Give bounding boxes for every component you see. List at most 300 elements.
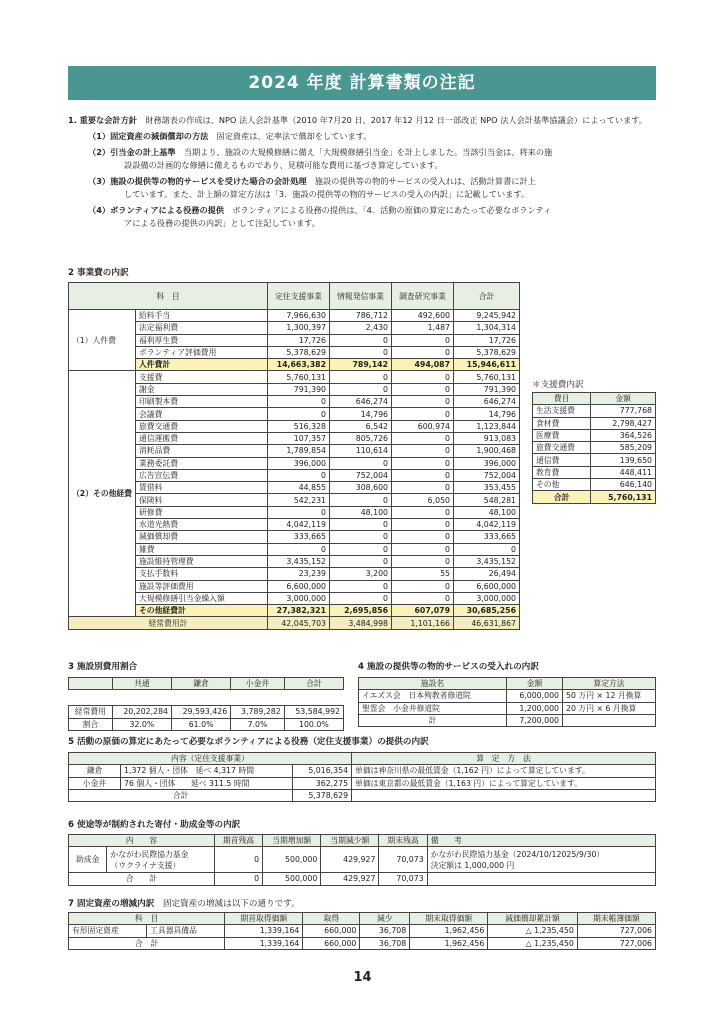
row-label: 支援費 [136,371,268,383]
row-value: 3,000,000 [268,592,330,604]
row-value: 6,542 [330,420,392,432]
row-value: 0 [330,334,392,346]
t7-title: 7 固定資産の増減内訳 [68,899,155,909]
row-value: 1,300,397 [268,322,330,334]
t5-h0: 内容（定住支援事業） [69,753,352,765]
table-row [533,442,656,454]
row-value: 29,593,426 [172,706,231,718]
t7-h5: 期末取得価額 [410,913,488,925]
row-value: 396,000 [268,457,330,469]
table-row [69,346,520,358]
row-value: 2,430 [330,322,392,334]
row-value: 6,000,000 [507,690,563,702]
table-row [533,454,656,466]
row-value: 2,798,427 [591,417,656,429]
support-total-value: 5,760,131 [591,491,656,503]
policy-1-text: 固定資産は、定率法で償却をしています。 [216,131,372,141]
row-value: 3,000,000 [454,592,520,604]
t6-h1: 期首残高 [214,835,262,847]
row-value: 308,600 [330,482,392,494]
section-7-heading [68,897,300,909]
row-value: 494,087 [392,359,454,371]
row-value: 48,100 [330,506,392,518]
policy-2-text: 当期より、施設の大規模修繕に備え「大規模修繕引当金」を計上しました。当該引当金は、将来の施 [183,147,553,157]
row-value: 0 [392,445,454,457]
table-row [69,322,520,334]
table-row [69,765,656,777]
policy-4-cont: アによる役務の提供の内訳」として注記しています。 [124,218,320,228]
table-row [69,592,520,604]
header-settlement: 定住支援事業 [268,283,330,310]
row-value: 0 [330,555,392,567]
row-value: 492,600 [392,310,454,322]
t7-h6: 減価償却累計額 [488,913,577,925]
t7-h3: 取得 [303,913,360,925]
row-value: 0 [268,408,330,420]
t7-r6: △ 1,235,450 [488,925,577,937]
table-row [69,482,520,494]
support-total-label: 合計 [533,491,591,503]
t6-total-label: 合 計 [69,873,215,885]
row-value: 752,004 [454,469,520,481]
row-value: 107,357 [268,432,330,444]
t7-t2: 660,000 [303,937,360,949]
row-value: 448,411 [591,466,656,478]
row-label: 施設維持管理費 [136,555,268,567]
policy-3-cont: しています。また、計上額の算定方法は「3．施設の提供等の物的サービスの受入の内訳」に記載しています。 [124,189,530,199]
row-value: 0 [330,457,392,469]
t3-h0 [69,678,113,690]
t4-h0: 施設名 [359,678,507,690]
t4-total-label: 計 [359,714,507,726]
row-value: 27,382,321 [268,605,330,617]
accounting-policies [68,114,668,230]
row-value: 548,281 [454,494,520,506]
t6-v2: 429,927 [321,847,379,873]
row-label: 法定福利費 [136,322,268,334]
table-row [69,543,520,555]
row-value: 0 [392,469,454,481]
row-value: 5,760,131 [454,371,520,383]
table-row [69,494,520,506]
t7-r3: 660,000 [303,925,360,937]
row-value: 42,045,703 [268,617,330,629]
row-value: 9,245,942 [454,310,520,322]
policy-1-lead: （1）固定資産の減価償却の方法 [88,131,209,141]
row-value: 32.0% [112,718,171,730]
row-value: 14,796 [454,408,520,420]
t6-desc1: かながわ民際協力基金 [110,849,189,859]
row-value: 600,974 [392,420,454,432]
row-label: 割合 [69,718,113,730]
t6-v0: 0 [214,847,262,873]
row-label: その他 [533,479,591,491]
t6-h2: 当期増加額 [263,835,321,847]
policy-2-cont: 設設備の計画的な修繕に備えるものであり、見積可能な費用に基づき算定しています。 [124,160,443,170]
policy-2-lead: （2）引当金の計上基準 [88,147,176,157]
row-label: 生活支援費 [533,405,591,417]
t7-r1: 工具器具備品 [147,925,225,937]
fixed-asset-table [68,912,656,950]
row-value: 1,900,468 [454,445,520,457]
row-value: 6,600,000 [454,580,520,592]
policy-3-text: 施設の提供等の物的サービスの受入れは、活動計算書に計上 [314,176,536,186]
table-row [69,310,520,322]
section-2-heading: 2 事業費の内訳 [68,268,129,278]
section-3-heading: 3 施設別費用割合 [68,662,138,672]
row-value: 789,142 [330,359,392,371]
row-value: 646,274 [330,396,392,408]
row-label: 医療費 [533,429,591,441]
header-total: 合計 [454,283,520,310]
table-row [69,371,520,383]
row-value: 5,378,629 [454,346,520,358]
row-value: 3,435,152 [268,555,330,567]
row-value: 0 [392,592,454,604]
row-value: 1,123,844 [454,420,520,432]
table-row [69,718,344,730]
table-row [359,702,656,714]
section-5-heading: 5 活動の原価の算定にあたって必要なボランティアによる役務（定住支援事業）の提供の内訳 [68,737,429,747]
row-value: 0 [392,543,454,555]
policy-4-text: ボランティアによる役務の提供は、「4．活動の原価の算定にあたって必要なボランティ [232,205,552,215]
t7-r7: 727,006 [577,925,655,937]
row-value: 6,600,000 [268,580,330,592]
section-4-heading: 4 施設の提供等の物的サービスの受入れの内訳 [358,662,539,672]
row-method: 20 万円 × 6 月換算 [563,702,656,714]
t6-v3: 70,073 [379,847,427,873]
policy-4-lead: （4）ボランティアによる役務の提供 [88,205,225,215]
table-row [69,706,344,718]
table-row [69,506,520,518]
page-number: 14 [353,970,372,985]
row-label: 雑費 [136,543,268,555]
row-value: 542,231 [268,494,330,506]
t5-total-label: 合計 [69,789,293,801]
t7-t6: 727,006 [577,937,655,949]
table-row [69,432,520,444]
row-label: 支払手数料 [136,568,268,580]
row-value: 1,487 [392,322,454,334]
row-value: 17,726 [268,334,330,346]
row-value: 791,390 [454,383,520,395]
t7-h7: 期末帳簿価額 [577,913,655,925]
group-other: （2）その他経費 [69,371,136,617]
t7-total-label: 合 計 [69,937,225,949]
row-value: 14,663,382 [268,359,330,371]
row-label: 旅費交通費 [533,442,591,454]
t7-r5: 1,962,456 [410,925,488,937]
row-value: 0 [392,482,454,494]
other-total-row [69,605,520,617]
row-value: 0 [392,432,454,444]
table-row [69,420,520,432]
row-value: 0 [268,469,330,481]
table-row [69,568,520,580]
row-value: 0 [268,506,330,518]
row-content: 76 個人・団体 延べ 311.5 時間 [121,777,293,789]
facility-ratio-table [68,677,344,731]
support-table [532,392,656,504]
row-method: 単価は東京都の最低賃金（1,163 円）によって算定しています。 [352,777,656,789]
row-label: 食材費 [533,417,591,429]
personnel-total-row [69,359,520,371]
table-row [69,383,520,395]
row-value: 15,946,611 [454,359,520,371]
t6-total-1: 500,000 [263,873,321,885]
row-value: 0 [392,519,454,531]
row-label: 印刷製本費 [136,396,268,408]
row-label: 大規模修繕引当金繰入額 [136,592,268,604]
t6-note2: 決定額は 1,000,000 円 [430,860,515,870]
row-facility: 小金井 [69,777,121,789]
row-value: 0 [330,346,392,358]
row-content: 1,372 個人・団体 延べ 4,317 時間 [121,765,293,777]
row-method: 50 万円 × 12 月換算 [563,690,656,702]
row-value: 100.0% [284,718,343,730]
row-label: 研修費 [136,506,268,518]
row-label: 業務委託費 [136,457,268,469]
t7-t5: △ 1,235,450 [488,937,577,949]
row-value: 0 [392,506,454,518]
t6-total-2: 429,927 [321,873,379,885]
table-row [69,469,520,481]
row-value: 46,631,867 [454,617,520,629]
row-label: 保険料 [136,494,268,506]
row-value: 0 [392,408,454,420]
row-value: 362,275 [293,777,352,789]
row-value: 0 [330,371,392,383]
row-value: 786,712 [330,310,392,322]
table-row [69,396,520,408]
row-value: 607,079 [392,605,454,617]
row-value: 333,665 [268,531,330,543]
row-label: 経常費用 [69,706,113,718]
table-row [69,408,520,420]
row-value: 17,726 [454,334,520,346]
row-value: 516,328 [268,420,330,432]
row-value: 0 [392,396,454,408]
row-value: 0 [392,346,454,358]
t6-h5: 備 考 [427,835,655,847]
row-value: 0 [392,457,454,469]
row-label: 給料手当 [136,310,268,322]
row-value: 110,614 [330,445,392,457]
row-value: 3,200 [330,568,392,580]
t7-h2: 期首取得価額 [225,913,303,925]
row-value: 6,050 [392,494,454,506]
t7-text: 固定資産の増減は以下の通りです。 [162,899,300,909]
row-value: 139,650 [591,454,656,466]
row-value: 585,209 [591,442,656,454]
row-value: 0 [330,519,392,531]
header-research: 調査研究事業 [392,283,454,310]
row-value: 5,378,629 [268,346,330,358]
page-title: 2024 年度 計算書類の注記 [68,66,656,100]
row-label: 旅費交通費 [136,420,268,432]
row-value: 20,202,284 [112,706,171,718]
row-value: 30,685,256 [454,605,520,617]
t6-h0: 内 容 [69,835,215,847]
row-value: 0 [330,383,392,395]
row-value: 7,966,630 [268,310,330,322]
t5-total-value: 5,378,629 [293,789,352,801]
row-value: 364,526 [591,429,656,441]
table-row [359,690,656,702]
row-value: 5,760,131 [268,371,330,383]
row-label: 聖霊会 小金井修道院 [359,702,507,714]
header-subject: 科 目 [69,283,268,310]
row-value: 0 [330,543,392,555]
t6-v1: 500,000 [263,847,321,873]
table-row [69,457,520,469]
t7-h4: 減少 [360,913,410,925]
row-facility: 鎌倉 [69,765,121,777]
t7-t4: 1,962,456 [410,937,488,949]
t7-t1: 1,339,164 [225,937,303,949]
t6-h3: 当期減少額 [321,835,379,847]
row-value: 0 [330,592,392,604]
t6-desc2: （ウクライナ支援） [110,860,181,870]
row-value: 1,101,166 [392,617,454,629]
row-value: 2,695,856 [330,605,392,617]
policy-3-lead: （3）施設の提供等の物的サービスを受けた場合の会計処理 [88,176,307,186]
row-value: 7.0% [231,718,285,730]
row-value: 791,390 [268,383,330,395]
row-label: 施設等評価費用 [136,580,268,592]
row-label: 教育費 [533,466,591,478]
row-value: 0 [330,531,392,543]
t3-h2: 鎌倉 [172,678,231,690]
table-row [69,555,520,567]
row-label: 人件費計 [136,359,268,371]
table-row [69,777,656,789]
t3-h3: 小金井 [231,678,285,690]
table-row [69,531,520,543]
grand-total-row [69,617,520,629]
table-row [69,580,520,592]
row-value: 0 [392,531,454,543]
row-value: 1,200,000 [507,702,563,714]
row-value: 44,855 [268,482,330,494]
row-value: 0 [392,580,454,592]
volunteer-table [68,752,656,802]
support-header-amount: 金額 [591,393,656,405]
row-value: 48,100 [454,506,520,518]
group-personnel: （1）人件費 [69,310,136,371]
t7-r2: 1,339,164 [225,925,303,937]
row-method: 単価は神奈川県の最低賃金（1,162 円）によって算定しています。 [352,765,656,777]
row-label: その他経費計 [136,605,268,617]
row-value: 23,239 [268,568,330,580]
row-label: イエズス会 日本殉教者修道院 [359,690,507,702]
table-row [533,417,656,429]
table-row [69,519,520,531]
row-label: 謝金 [136,383,268,395]
row-value: 5,016,354 [293,765,352,777]
row-value: 0 [268,543,330,555]
t5-h1: 算 定 方 法 [352,753,656,765]
row-value: 805,726 [330,432,392,444]
support-header-item: 費目 [533,393,591,405]
table-row [69,445,520,457]
t6-total-0: 0 [214,873,262,885]
row-value: 353,455 [454,482,520,494]
row-label: 消耗品費 [136,445,268,457]
row-value: 4,042,119 [268,519,330,531]
support-heading: ＊支援費内訳 [532,380,584,390]
row-label: 経常費用計 [69,617,268,629]
row-label: ボランティア評価費用 [136,346,268,358]
row-value: 396,000 [454,457,520,469]
row-value: 777,768 [591,405,656,417]
row-value: 0 [392,334,454,346]
row-value: 1,789,854 [268,445,330,457]
row-value: 3,484,998 [330,617,392,629]
t6-h4: 期末残高 [379,835,427,847]
row-value: 0 [392,371,454,383]
restricted-donation-table [68,834,656,886]
row-value: 1,304,314 [454,322,520,334]
row-value: 4,042,119 [454,519,520,531]
t4-h1: 金額 [507,678,563,690]
row-label: 通信運搬費 [136,432,268,444]
policy-heading: 1. 重要な会計方針 [68,115,137,125]
expense-table [68,282,520,630]
row-value: 333,665 [454,531,520,543]
t4-h2: 算定方法 [563,678,656,690]
row-label: 広告宣伝費 [136,469,268,481]
t7-t3: 36,708 [360,937,410,949]
t6-total-3: 70,073 [379,873,427,885]
row-label: 減価償却費 [136,531,268,543]
row-label: 会議費 [136,408,268,420]
table-row [69,334,520,346]
table-row [533,405,656,417]
policy-text: 財務諸表の作成は、NPO 法人会計基準（2010 年7月20 日、2017 年12 月12 日一部改正 NPO 法人会計基準協議会）によっています。 [145,115,647,125]
table-row [533,479,656,491]
row-value: 0 [392,383,454,395]
row-value: 752,004 [330,469,392,481]
row-value: 3,789,282 [231,706,285,718]
t3-h4: 合計 [284,678,343,690]
table-row [533,466,656,478]
row-value: 0 [392,555,454,567]
row-value: 26,494 [454,568,520,580]
table-row [533,429,656,441]
row-value: 14,796 [330,408,392,420]
t3-h1: 共通 [112,678,171,690]
row-value: 53,584,992 [284,706,343,718]
header-info: 情報発信事業 [330,283,392,310]
row-value: 646,140 [591,479,656,491]
t7-h0: 科 目 [69,913,225,925]
row-label: 福利厚生費 [136,334,268,346]
row-value: 0 [330,580,392,592]
section-6-heading: 6 使途等が制約された寄付・助成金等の内訳 [68,820,241,830]
row-value: 913,083 [454,432,520,444]
row-value: 0 [268,396,330,408]
row-value: 0 [454,543,520,555]
row-label: 通信費 [533,454,591,466]
row-value: 646,274 [454,396,520,408]
row-value: 3,435,152 [454,555,520,567]
t7-r0: 有形固定資産 [69,925,147,937]
t6-note1: かながわ民際協力基金（2024/10/12025/9/30） [430,849,605,859]
t7-r4: 36,708 [360,925,410,937]
t6-kind: 助成金 [69,847,107,873]
t4-total-value: 7,200,000 [507,714,563,726]
